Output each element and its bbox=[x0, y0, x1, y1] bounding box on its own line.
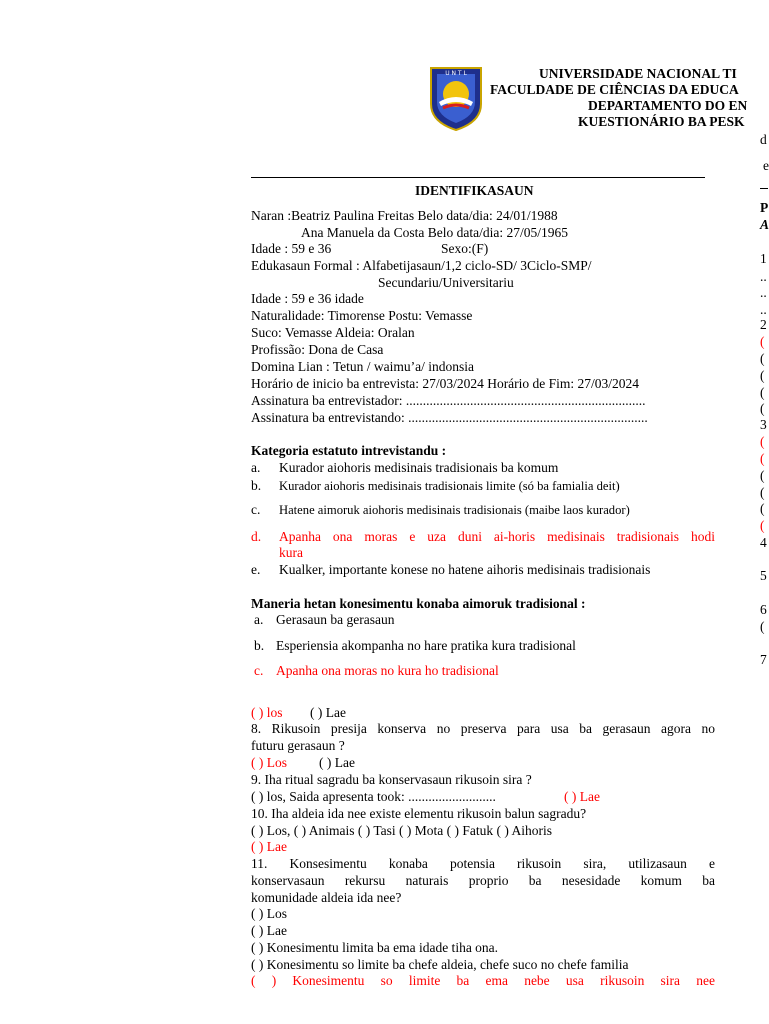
q10-options: ( ) Los, ( ) Animais ( ) Tasi ( ) Mota ( ) Fatuk ( ) Aihoris bbox=[251, 823, 553, 838]
cut-fragment: .. bbox=[760, 302, 767, 317]
field-lian: Domina Lian : Tetun / waimu’a/ indonsia bbox=[251, 359, 475, 374]
question-11-cont: konservasaun rekursu naturais proprio ba nesesidade komum ba bbox=[251, 873, 715, 888]
kategoria-option-c: Hatene aimoruk aiohoris medisinais tradisionais (maibe laos kurador) bbox=[279, 503, 630, 517]
maneria-option-a: Gerasaun ba gerasaun bbox=[276, 612, 395, 627]
kategoria-option-d-cont: kura bbox=[279, 545, 303, 560]
cut-fragment: ( bbox=[760, 451, 765, 466]
header-university: UNIVERSIDADE NACIONAL TI bbox=[539, 66, 737, 81]
kategoria-option-e: Kualker, importante konese no hatene aihoris medisinais tradisionais bbox=[279, 562, 651, 577]
header-questionnaire: KUESTIONÁRIO BA PESK bbox=[578, 114, 745, 129]
q11-option-chefe: ( ) Konesimentu so limite ba chefe aldeia, chefe suco no chefe familia bbox=[251, 957, 629, 972]
cut-fragment: 4 bbox=[760, 535, 767, 550]
cut-rule bbox=[760, 188, 768, 189]
cut-fragment: 3 bbox=[760, 417, 767, 432]
section-title-identifikasaun: IDENTIFIKASAUN bbox=[415, 183, 534, 198]
cut-fragment: 5 bbox=[760, 568, 767, 583]
list-letter: a. bbox=[254, 612, 264, 627]
q11-option-idade: ( ) Konesimentu limita ba ema idade tiha ona. bbox=[251, 940, 499, 955]
list-letter: a. bbox=[251, 460, 261, 475]
header-department: DEPARTAMENTO DO EN bbox=[588, 98, 748, 113]
list-letter: c. bbox=[254, 663, 264, 678]
q10-option-lae: ( ) Lae bbox=[251, 839, 287, 854]
field-naran-2: Ana Manuela da Costa Belo data/dia: 27/05/1965 bbox=[301, 225, 568, 240]
kategoria-option-a: Kurador aiohoris medisinais tradisionais ba komum bbox=[279, 460, 559, 475]
question-10: 10. Iha aldeia ida nee existe elementu rikusoin balun sagradu? bbox=[251, 806, 587, 821]
q8-option-lae: ( ) Lae bbox=[319, 755, 355, 770]
q9-option-los: ( ) los, Saida apresenta took: .......................... bbox=[251, 789, 496, 804]
field-sexo: Sexo:(F) bbox=[441, 241, 489, 256]
cut-fragment: ( bbox=[760, 468, 765, 483]
cut-fragment: 7 bbox=[760, 652, 767, 667]
cut-fragment: e bbox=[763, 158, 769, 173]
cut-fragment: ( bbox=[760, 485, 765, 500]
cut-fragment: .. bbox=[760, 269, 767, 284]
field-edukasaun-cont: Secundariu/Universitariu bbox=[378, 275, 514, 290]
question-11: 11. Konsesimentu konaba potensia rikusoin sira, utilizasaun e bbox=[251, 856, 715, 871]
cut-fragment: ( bbox=[760, 518, 765, 533]
q11-option-lae: ( ) Lae bbox=[251, 923, 287, 938]
q8-option-los: ( ) Los bbox=[251, 755, 287, 770]
cut-fragment: ( bbox=[760, 368, 765, 383]
field-assinatura-entrevistando: Assinatura ba entrevistando: ....................................................................... bbox=[251, 410, 648, 425]
field-naran-1: Naran :Beatriz Paulina Freitas Belo data/dia: 24/01/1988 bbox=[251, 208, 558, 223]
cut-fragment: P bbox=[760, 200, 769, 215]
q7-option-lae: ( ) Lae bbox=[310, 705, 346, 720]
q9-option-lae: ( ) Lae bbox=[564, 789, 600, 804]
cut-fragment: ( bbox=[760, 401, 765, 416]
logo-text: U N T L bbox=[445, 70, 467, 77]
maneria-option-b: Esperiensia akompanha no hare pratika kura tradisional bbox=[276, 638, 576, 653]
kategoria-option-b: Kurador aiohoris medisinais tradisionais limite (só ba famialia deit) bbox=[279, 479, 620, 493]
cut-fragment: ( bbox=[760, 434, 765, 449]
list-letter: e. bbox=[251, 562, 261, 577]
cut-fragment: .. bbox=[760, 285, 767, 300]
q11-option-los: ( ) Los bbox=[251, 906, 287, 921]
cut-fragment: ( bbox=[760, 334, 765, 349]
kategoria-option-d: Apanha ona moras e uza duni ai-horis medisinais tradisionais hodi bbox=[279, 529, 715, 544]
cut-fragment: ( bbox=[760, 619, 765, 634]
cut-fragment: 1 bbox=[760, 251, 767, 266]
cut-fragment: 6 bbox=[760, 602, 767, 617]
cut-fragment: ( bbox=[760, 501, 765, 516]
field-assinatura-entrevistador: Assinatura ba entrevistador: ....................................................................... bbox=[251, 393, 646, 408]
field-edukasaun: Edukasaun Formal : Alfabetijasaun/1,2 ciclo-SD/ 3Ciclo-SMP/ bbox=[251, 258, 592, 273]
cut-fragment: A bbox=[760, 217, 769, 232]
cut-fragment: ( bbox=[760, 351, 765, 366]
cut-fragment: 2 bbox=[760, 317, 767, 332]
cut-fragment: d bbox=[760, 132, 767, 147]
section-title-kategoria: Kategoria estatuto intrevistandu : bbox=[251, 443, 447, 458]
university-logo bbox=[427, 64, 485, 132]
field-horario: Horário de inicio ba entrevista: 27/03/2024 Horário de Fim: 27/03/2024 bbox=[251, 376, 640, 391]
cut-fragment: ( bbox=[760, 385, 765, 400]
q7-option-los: ( ) los bbox=[251, 705, 283, 720]
field-naturalidade: Naturalidade: Timorense Postu: Vemasse bbox=[251, 308, 473, 323]
header-divider bbox=[251, 177, 705, 178]
q11-option-usa: ( ) Konesimentu so limite ba ema nebe usa rikusoin sira nee bbox=[251, 973, 715, 988]
question-8: 8. Rikusoin presija konserva no preserva para usa ba gerasaun agora no bbox=[251, 721, 715, 736]
list-letter: c. bbox=[251, 502, 261, 517]
header-faculty: FACULDADE DE CIÊNCIAS DA EDUCA bbox=[490, 82, 739, 97]
field-idade-2: Idade : 59 e 36 idade bbox=[251, 291, 364, 306]
field-profissao: Profissão: Dona de Casa bbox=[251, 342, 384, 357]
field-suco: Suco: Vemasse Aldeia: Oralan bbox=[251, 325, 415, 340]
list-letter: d. bbox=[251, 529, 262, 544]
question-8-cont: futuru gerasaun ? bbox=[251, 738, 345, 753]
section-title-maneria: Maneria hetan konesimentu konaba aimoruk tradisional : bbox=[251, 596, 586, 611]
maneria-option-c: Apanha ona moras no kura ho tradisional bbox=[276, 663, 499, 678]
field-idade: Idade : 59 e 36 bbox=[251, 241, 332, 256]
question-11-cont-2: komunidade aldeia ida nee? bbox=[251, 890, 402, 905]
list-letter: b. bbox=[251, 478, 262, 493]
list-letter: b. bbox=[254, 638, 265, 653]
question-9: 9. Iha ritual sagradu ba konservasaun rikusoin sira ? bbox=[251, 772, 532, 787]
